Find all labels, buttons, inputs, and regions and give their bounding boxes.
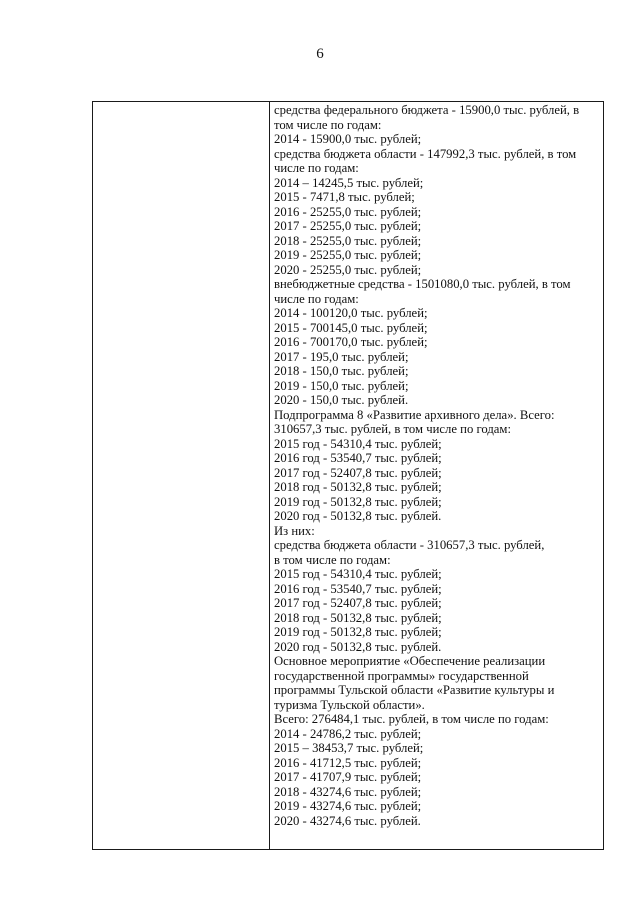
table-text-line: 2020 год - 50132,8 тыс. рублей.	[274, 509, 442, 523]
table-text-line: 2015 год - 54310,4 тыс. рублей;	[274, 436, 442, 451]
table-text-line: 2019 - 150,0 тыс. рублей;	[274, 378, 409, 393]
table-text-line: программы Тульской области «Развитие культуры и	[274, 683, 555, 697]
table-text-line: 2018 - 25255,0 тыс. рублей;	[274, 233, 422, 248]
table-text-line: Подпрограмма 8 «Развитие архивного дела». Всего:	[274, 407, 555, 422]
table-text-line: 2014 - 24786,2 тыс. рублей;	[274, 726, 422, 741]
table-text-line: 2014 – 14245,5 тыс. рублей;	[274, 175, 424, 190]
table-text-line: 2017 год - 52407,8 тыс. рублей;	[274, 596, 442, 610]
table-text-line: 2017 - 195,0 тыс. рублей;	[274, 349, 409, 364]
table-text-line: 2020 - 150,0 тыс. рублей.	[274, 393, 409, 407]
table-text-line: Из них:	[274, 523, 315, 538]
table-text-line: 2017 год - 52407,8 тыс. рублей;	[274, 465, 442, 480]
table-text-line: 2016 - 41712,5 тыс. рублей;	[274, 755, 422, 770]
table-text-line: средства федерального бюджета - 15900,0 тыс. рублей, в	[274, 103, 580, 117]
table-text-line: 2014 - 100120,0 тыс. рублей;	[274, 306, 428, 320]
table-text-line: 2018 - 43274,6 тыс. рублей;	[274, 784, 422, 799]
table-text-line: 2014 - 15900,0 тыс. рублей;	[274, 132, 422, 146]
table-left-cell	[93, 102, 270, 849]
funding-table	[92, 101, 604, 850]
table-text-line: том числе по годам:	[274, 117, 382, 132]
table-text-line: 2019 год - 50132,8 тыс. рублей;	[274, 494, 442, 509]
table-text-line: числе по годам:	[274, 161, 359, 175]
table-text-line: средства бюджета области - 310657,3 тыс. рублей,	[274, 538, 545, 552]
table-text-line: 2016 - 700170,0 тыс. рублей;	[274, 335, 428, 349]
table-text-line: 2020 - 25255,0 тыс. рублей;	[274, 262, 422, 277]
table-text-line: средства бюджета области - 147992,3 тыс. рублей, в том	[274, 146, 577, 161]
table-text-line: в том числе по годам:	[274, 552, 391, 567]
table-text-line: 2019 - 25255,0 тыс. рублей;	[274, 248, 422, 262]
table-text-line: 2015 - 700145,0 тыс. рублей;	[274, 320, 428, 335]
table-text-line: 2015 - 7471,8 тыс. рублей;	[274, 190, 415, 204]
table-text-line: 2020 - 43274,6 тыс. рублей.	[274, 813, 421, 828]
table-text-line: 310657,3 тыс. рублей, в том числе по годам:	[274, 422, 511, 436]
table-text-line: 2018 год - 50132,8 тыс. рублей;	[274, 480, 442, 494]
table-text-line: 2019 - 43274,6 тыс. рублей;	[274, 799, 422, 813]
table-text-line: 2015 год - 54310,4 тыс. рублей;	[274, 567, 442, 581]
table-text-line: Основное мероприятие «Обеспечение реализации	[274, 654, 546, 668]
table-text-line: внебюджетные средства - 1501080,0 тыс. рублей, в том	[274, 277, 571, 291]
table-text-line: туризма Тульской области».	[274, 697, 425, 712]
table-text-line: числе по годам:	[274, 291, 359, 306]
table-text-line: 2016 - 25255,0 тыс. рублей;	[274, 204, 422, 219]
page-number: 6	[316, 46, 324, 62]
table-text-line: 2019 год - 50132,8 тыс. рублей;	[274, 625, 442, 639]
table-text-line: 2015 – 38453,7 тыс. рублей;	[274, 741, 424, 755]
table-text-line: 2016 год - 53540,7 тыс. рублей;	[274, 451, 442, 465]
table-text-line: 2016 год - 53540,7 тыс. рублей;	[274, 581, 442, 596]
table-text-line: 2017 - 41707,9 тыс. рублей;	[274, 770, 422, 784]
table-text-line: 2018 год - 50132,8 тыс. рублей;	[274, 610, 442, 625]
table-text-line: государственной программы» государственной	[274, 668, 529, 683]
table-text-line: 2020 год - 50132,8 тыс. рублей.	[274, 639, 442, 654]
table-text-line: Всего: 276484,1 тыс. рублей, в том числе по годам:	[274, 712, 549, 726]
table-text-line: 2018 - 150,0 тыс. рублей;	[274, 364, 409, 378]
table-text-line: 2017 - 25255,0 тыс. рублей;	[274, 219, 422, 233]
table-right-cell	[270, 103, 603, 828]
